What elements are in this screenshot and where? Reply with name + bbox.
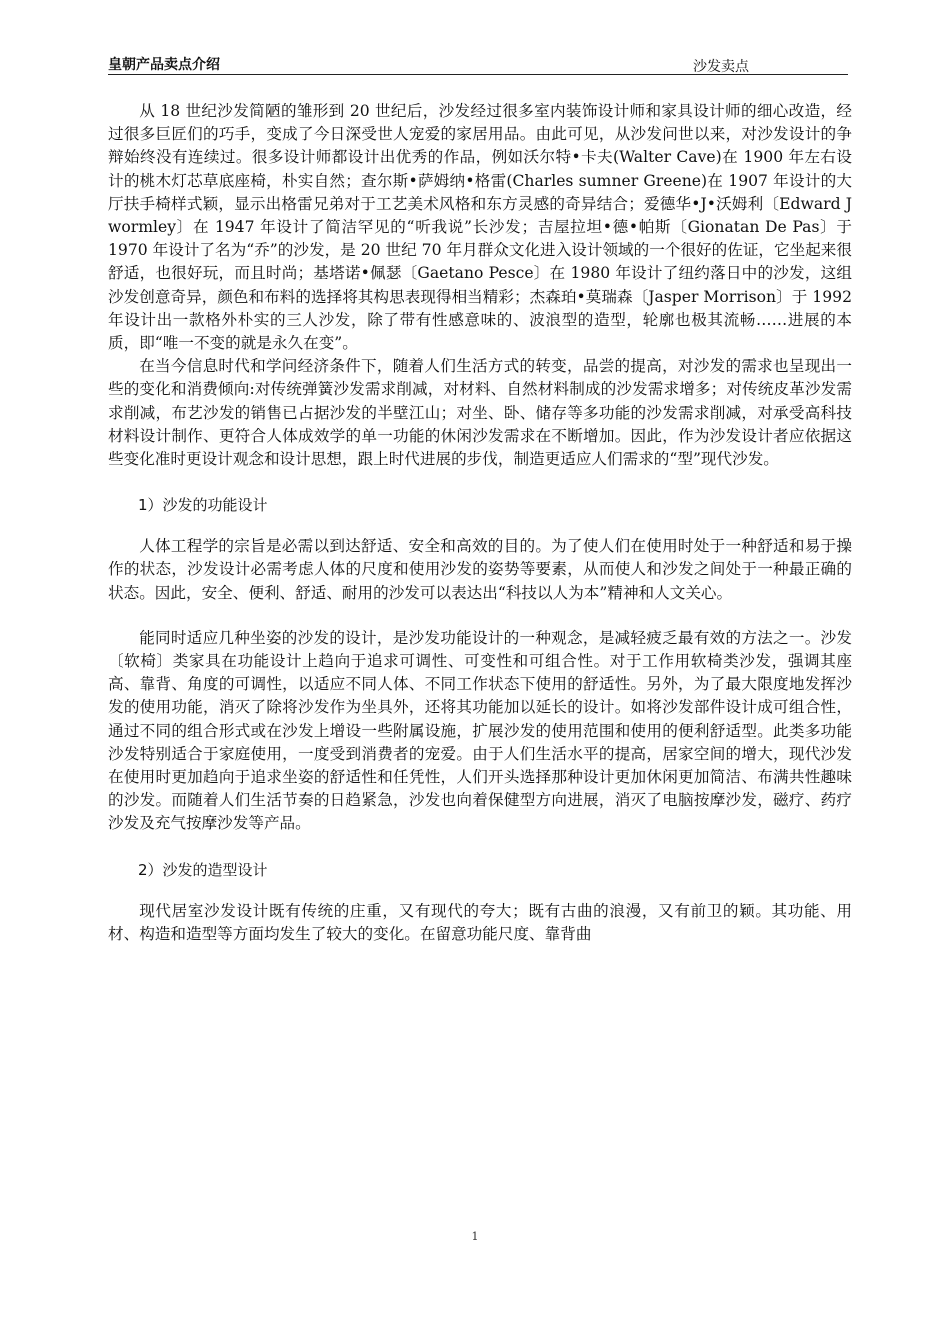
page-header [108, 50, 848, 75]
page-number: 1 [471, 1230, 479, 1243]
paragraph-trends: 在当今信息时代和学问经济条件下，随着人们生活方式的转变，品尝的提高，对沙发的需求也呈现出一些的变化和消费倾向:对传统弹簧沙发需求削减，对材料、自然材料制成的沙发需求增多；对传统皮革沙发需求削减，布艺沙发的销售已占据沙发的半壁江山；对坐、卧、储存等多功能的沙发需求削减，对承受高科技材料设计制作、更符合人体成效学的单一功能的休闲沙发需求在不断增加。因此，作为沙发设计者应依据这些变化准时更设计观念和设计思想，跟上时代进展的步伐，制造更适应人们需求的“型”现代沙发。 [108, 357, 852, 469]
section-heading-shape: 2）沙发的造型设计 [138, 860, 268, 879]
header-title: 皇朝产品卖点介绍 [108, 57, 220, 73]
body-text [108, 100, 852, 946]
header-section: 沙发卖点 [693, 59, 749, 75]
paragraph-history: 从 18 世纪沙发简陋的雏形到 20 世纪后，沙发经过很多室内装饰设计师和家具设计师的细心改造，经过很多巨匠们的巧手，变成了今日深受世人宠爱的家居用品。由此可见，从沙发问世以来，对沙发设计的争辩始终没有连续过。很多设计师都设计出优秀的作品，例如沃尔特•卡夫(Walter Cave)在 1900 年左右设计的桃木灯芯草底座椅，朴实自然；查尔斯•萨姆纳•格雷(Charles sumner Greene)在 1907 年设计的大厅扶手椅样式颖，显示出格雷兄弟对于工艺美术风格和东方灵感的奇异结合；爱德华•J•沃姆利〔Edward J wormley〕在 1947 年设计了简洁罕见的“听我说”长沙发；吉屋拉坦•德•帕斯〔Gionatan De Pas〕于 1970 年设计了名为“乔”的沙发，是 20 世纪 70 年月群众文化进入设计领域的一个很好的佐证，它坐起来很舒适，也很好玩，而且时尚；基塔诺•佩瑟〔Gaetano Pesce〕在 1980 年设计了纽约落日中的沙发，这组沙发创意奇异，颜色和布料的选择将其构思表现得相当精彩；杰森珀•莫瑞森〔Jasper Morrison〕于 1992 年设计出一款格外朴实的三人沙发，除了带有性感意味的、波浪型的造型，轮廓也极其流畅……进展的本质，即“唯一不变的就是永久在变”。 [108, 102, 852, 353]
paragraph-ergonomics: 人体工程学的宗旨是必需以到达舒适、安全和高效的目的。为了使人们在使用时处于一种舒适和易于操作的状态，沙发设计必需考虑人体的尺度和使用沙发的姿势等要素，从而使人和沙发之间处于一种最正确的状态。因此，安全、便利、舒适、耐用的沙发可以表达出“科技以人为本”精神和人文关心。 [108, 537, 852, 602]
paragraph-function-design: 能同时适应几种坐姿的沙发的设计，是沙发功能设计的一种观念，是减轻疲乏最有效的方法之一。沙发〔软椅〕类家具在功能设计上趋向于追求可调性、可变性和可组合性。对于工作用软椅类沙发，强调其座高、靠背、角度的可调性，以适应不同人体、不同工作状态下使用的舒适性。另外，为了最大限度地发挥沙发的使用功能，消灭了除将沙发作为坐具外，还将其功能加以延长的设计。如将沙发部件设计成可组合性，通过不同的组合形式或在沙发上增设一些附属设施，扩展沙发的使用范围和使用的便利舒适型。此类多功能沙发特别适合于家庭使用，一度受到消费者的宠爱。由于人们生活水平的提高，居家空间的增大，现代沙发在使用时更加趋向于追求坐姿的舒适性和任凭性，人们开头选择那种设计更加休闲更加简洁、布满共性趣味的沙发。而随着人们生活节奏的日趋紧急，沙发也向着保健型方向进展，消灭了电脑按摩沙发，磁疗、药疗沙发及充气按摩沙发等产品。 [108, 628, 852, 833]
paragraph-shape-design: 现代居室沙发设计既有传统的庄重，又有现代的夸大；既有古曲的浪漫，又有前卫的颖。其功能、用材、构造和造型等方面均发生了较大的变化。在留意功能尺度、靠背曲 [108, 901, 852, 943]
section-heading-function: 1）沙发的功能设计 [138, 496, 268, 515]
